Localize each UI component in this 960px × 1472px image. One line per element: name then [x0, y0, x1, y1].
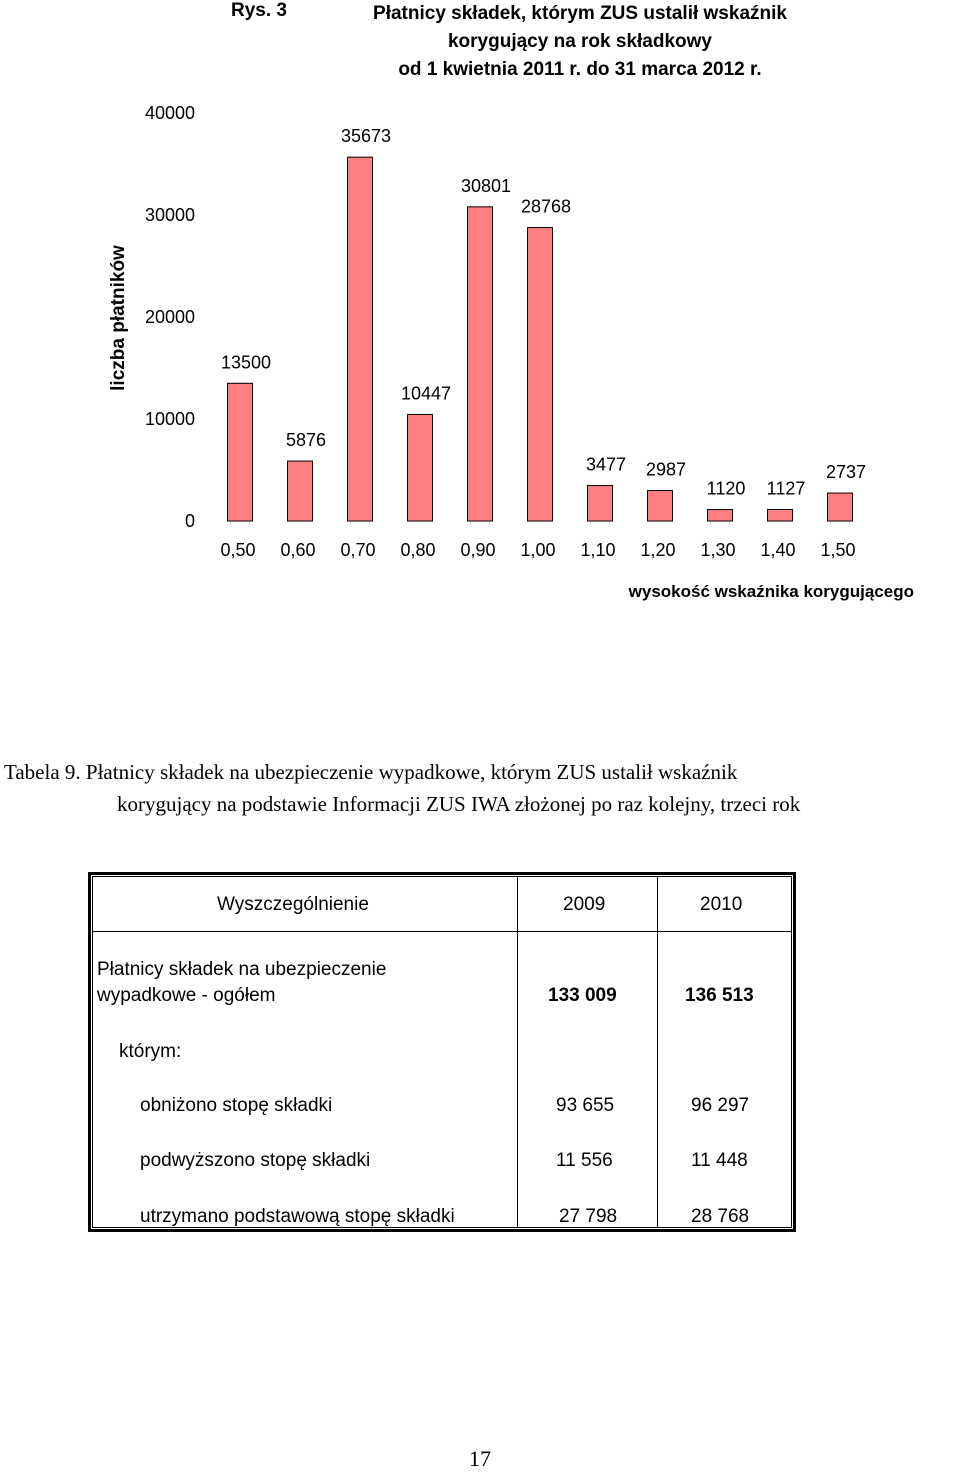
- table-caption-line-1: Tabela 9. Płatnicy składek na ubezpieczenie wypadkowe, którym ZUS ustalił wskaźnik: [4, 760, 738, 784]
- row-label-2: podwyższono stopę składki: [140, 1150, 371, 1171]
- bar: [708, 510, 733, 521]
- total-row-label-line-2: wypadkowe - ogółem: [97, 985, 276, 1006]
- row-2-value-2010: 11 448: [691, 1150, 748, 1171]
- bar-value-label: 10447: [400, 383, 452, 404]
- row-label-3: utrzymano podstawową stopę składki: [140, 1206, 455, 1227]
- x-tick-label: 0,80: [400, 540, 436, 560]
- row-3-value-2010: 28 768: [691, 1206, 750, 1227]
- bar-value-label: 13500: [220, 352, 272, 373]
- bar: [588, 486, 613, 521]
- bar-value-label: 30801: [460, 175, 512, 196]
- bar: [348, 157, 373, 521]
- x-tick-label: 1,30: [700, 540, 736, 560]
- x-tick-label: 1,00: [520, 540, 556, 560]
- table-caption: [4, 756, 956, 820]
- x-tick-label: 1,10: [580, 540, 616, 560]
- header-divider: [93, 931, 791, 932]
- x-axis-ticks: [220, 540, 855, 560]
- bar-value-label: 35673: [340, 126, 392, 147]
- y-tick-label: 40000: [144, 103, 195, 123]
- page-number: 17: [469, 1446, 491, 1471]
- x-axis-label: wysokość wskaźnika korygującego: [628, 582, 914, 601]
- row-1-value-2009: 93 655: [556, 1095, 615, 1116]
- total-row-label-line-1: Płatnicy składek na ubezpieczenie: [97, 959, 387, 980]
- x-tick-label: 1,20: [640, 540, 676, 560]
- y-tick-label: 20000: [144, 307, 195, 327]
- bar-chart: [0, 80, 960, 620]
- bar: [528, 228, 553, 521]
- y-tick-label: 30000: [144, 205, 195, 225]
- header-col-2010: 2010: [700, 894, 743, 915]
- row-2-value-2009: 11 556: [556, 1150, 613, 1171]
- figure-title: [330, 0, 830, 84]
- header-col-description: Wyszczególnienie: [217, 894, 369, 915]
- data-table-inner: [92, 876, 792, 1228]
- row-3-value-2009: 27 798: [559, 1206, 618, 1227]
- total-row-value-2010: 136 513: [685, 985, 754, 1006]
- row-1-value-2010: 96 297: [691, 1095, 750, 1116]
- bar: [828, 493, 853, 521]
- total-row-value-2009: 133 009: [548, 985, 617, 1006]
- bar-value-label: 28768: [520, 196, 572, 217]
- y-tick-label: 10000: [144, 409, 195, 429]
- x-tick-label: 0,60: [280, 540, 316, 560]
- figure-title-line-1: Płatnicy składek, którym ZUS ustalił wskaźnik: [373, 3, 787, 24]
- x-tick-label: 1,40: [760, 540, 796, 560]
- y-axis-label: liczba płatników: [108, 245, 129, 391]
- bar: [408, 414, 433, 521]
- sub-label: którym:: [119, 1041, 182, 1062]
- x-tick-label: 0,70: [340, 540, 376, 560]
- bar-value-label: 5876: [285, 430, 327, 451]
- figure-label: Rys. 3: [231, 0, 287, 21]
- data-table: [88, 872, 796, 1232]
- bar-value-label: 2737: [825, 462, 867, 483]
- bar: [288, 461, 313, 521]
- column-divider-2: [657, 877, 658, 1227]
- bar: [648, 491, 673, 521]
- bar-value-label: 1127: [766, 478, 806, 499]
- figure-title-line-2: korygujący na rok składkowy: [447, 31, 712, 52]
- bar: [768, 510, 793, 521]
- bar-value-label: 2987: [645, 459, 687, 480]
- figure-title-line-3: od 1 kwietnia 2011 r. do 31 marca 2012 r.: [398, 59, 762, 80]
- column-divider-1: [517, 877, 518, 1227]
- header-col-2009: 2009: [563, 894, 606, 915]
- x-tick-label: 1,50: [820, 540, 856, 560]
- table-caption-line-2: korygujący na podstawie Informacji ZUS IWA złożonej po raz kolejny, trzeci rok: [117, 792, 801, 816]
- row-label-1: obniżono stopę składki: [140, 1095, 333, 1116]
- bar: [228, 383, 253, 521]
- y-axis-ticks: [145, 103, 195, 531]
- bar: [468, 207, 493, 521]
- x-tick-label: 0,50: [220, 540, 256, 560]
- bar-value-label: 3477: [585, 454, 627, 475]
- x-tick-label: 0,90: [460, 540, 496, 560]
- bar-value-label: 1120: [706, 478, 746, 499]
- y-tick-label: 0: [184, 511, 195, 531]
